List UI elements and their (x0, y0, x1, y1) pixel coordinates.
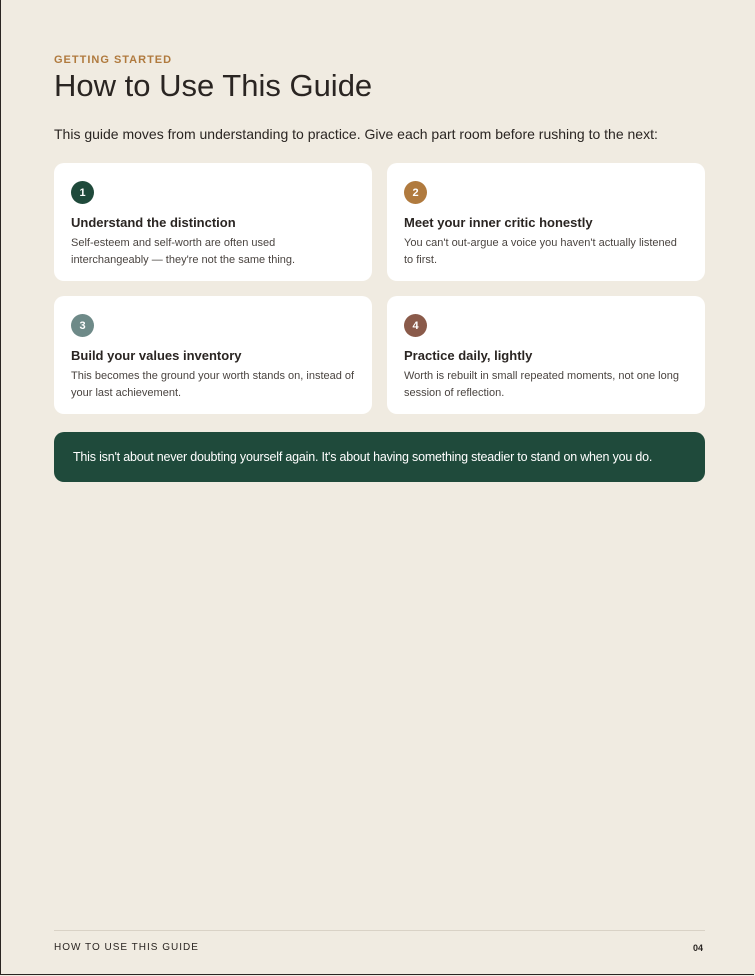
steps-grid (54, 163, 705, 414)
step-title: Build your values inventory (71, 348, 242, 363)
step-number-badge: 4 (404, 314, 427, 337)
section-eyebrow: GETTING STARTED (54, 54, 173, 66)
callout-banner: This isn't about never doubting yourself again. It's about having something steadier to stand on when you do. (54, 432, 705, 482)
footer-divider (54, 930, 705, 931)
step-title: Practice daily, lightly (404, 348, 533, 363)
intro-text: This guide moves from understanding to practice. Give each part room before rushing to the next: (54, 126, 658, 142)
page-number: 04 (692, 943, 703, 953)
step-description: Worth is rebuilt in small repeated moments, not one long session of reflection. (404, 370, 679, 399)
step-title: Understand the distinction (71, 215, 236, 230)
step-description: Self-esteem and self-worth are often used interchangeably — they're not the same thing. (71, 237, 296, 266)
step-description: You can't out-argue a voice you haven't actually listened to first. (404, 237, 677, 266)
step-card-3 (54, 296, 372, 414)
step-card-2 (387, 163, 705, 281)
step-number-badge: 2 (404, 181, 427, 204)
page-title: How to Use This Guide (54, 68, 373, 103)
step-card-4 (387, 296, 705, 414)
step-card-1 (54, 163, 372, 281)
step-number-badge: 3 (71, 314, 94, 337)
footer-section-label: HOW TO USE THIS GUIDE (54, 942, 199, 953)
step-description: This becomes the ground your worth stands on, instead of your last achievement. (71, 370, 355, 399)
step-title: Meet your inner critic honestly (404, 215, 593, 230)
step-number-badge: 1 (71, 181, 94, 204)
